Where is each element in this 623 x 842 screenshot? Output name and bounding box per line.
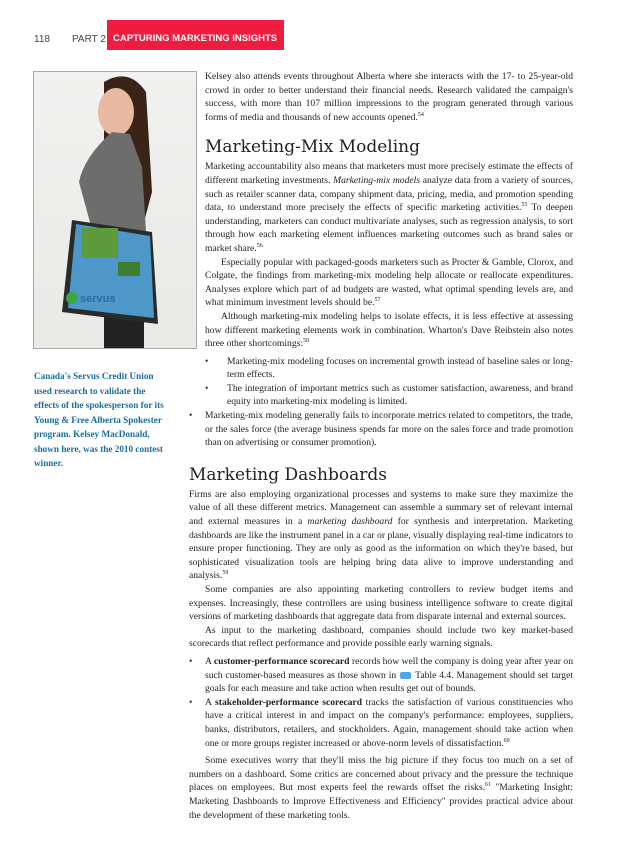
- table-link[interactable]: Table 4.4.: [415, 669, 454, 681]
- intro-paragraph: [189, 70, 573, 124]
- text: A: [205, 696, 216, 708]
- key-term: Marketing-mix models: [333, 174, 421, 186]
- section-title: CAPTURING MARKETING INSIGHTS: [113, 33, 278, 44]
- list-item: [189, 655, 573, 696]
- intro-text: Kelsey also attends events throughout Alberta where she interacts with the 17- to 25-year-old crowd in order to better understand their financial needs. Research validated the campaign's success, with more than 107 million impressions to the program generated through various forms of media and thousands of new accounts opened.: [205, 71, 573, 123]
- footnote-ref: 58: [303, 338, 310, 345]
- text: "Marketing Insight: Marketing Dashboards to Improve Effectiveness and Efficiency" provides practical advice about the development of these marketing tools.: [189, 782, 573, 821]
- text: analyze data from a variety of sources, such as retailer scanner data, company shipment data, pricing, media, and promotion spending data, to understand more precisely the effects of specific marketing activities.: [205, 174, 573, 214]
- text: Some companies are also appointing marketing controllers to review budget items and expenses. Increasingly, these controllers are using business intelligence software to create digital versions of marketing dashboards that aggregate data from disparate internal and external sources.: [189, 584, 573, 623]
- list-item: • Marketing-mix modeling focuses on incremental growth instead of baseline sales or long-term effects.: [189, 355, 573, 382]
- list-item: [189, 696, 573, 750]
- main-text-column: [189, 70, 573, 842]
- section-heading-dashboards: Marketing Dashboards: [189, 464, 387, 485]
- footnote-ref: 57: [374, 297, 381, 304]
- page-number: 118: [34, 34, 50, 45]
- key-term: stakeholder-performance scorecard: [215, 696, 363, 708]
- text: records how well the company is doing year after year on such customer-based measures as those shown in: [205, 655, 573, 681]
- footnote-ref: 61: [484, 782, 491, 789]
- key-term: marketing dashboard: [307, 516, 393, 528]
- text: A: [205, 655, 214, 667]
- footnote-ref: 60: [503, 737, 510, 744]
- text: Management should set target goals for each measure and take action when results get out of bounds.: [205, 669, 573, 695]
- text: Marketing accountability also means that marketers must more precisely estimate the effects of different marketing investments.: [205, 161, 573, 186]
- list-item: • Marketing-mix modeling generally fails to incorporate metrics related to competitors, the trade, or the sales force (the average business spends far more on the sales force and trade promotion than on advertising or consumer promotion).: [189, 409, 573, 450]
- table-link-icon[interactable]: [400, 672, 411, 679]
- photo-caption: Canada's Servus Credit Union used research to validate the effects of the spokesperson for its Young & Free Alberta Spokester program. Kelsey MacDonald, shown here, was the 2010 contest winner.: [34, 371, 164, 468]
- section-heading-mmm: Marketing-Mix Modeling: [205, 137, 420, 158]
- part-label: PART 2: [72, 34, 106, 45]
- text: To deepen understanding, marketers can conduct multivariate analyses, such as regression analysis, to sort through how each marketing element influences marketing outcomes such as brand sales or market share.: [205, 202, 573, 254]
- text: Although marketing-mix modeling helps to isolate effects, it is less effective at assessing how different marketing elements work in combination. Wharton's Dave Reibstein also notes three other shortcomings:: [205, 310, 573, 350]
- text: for synthesis and interpretation. Marketing dashboards are like the instrument panel in a car or plane, visually displaying real-time indicators to ensure proper functioning. They are only as good as the information on which they're based, but sophisticated visualization tools are helping bring data alive to improve understanding and analysis.: [189, 516, 573, 582]
- text: Especially popular with packaged-goods marketers such as Procter & Gamble, Clorox, and Colgate, the findings from marketing-mix modeling help allocate or reallocate expenditures. Analyses explore which part of ad budgets are wasted, what optimal spending levels are, and what minimum investment levels should be.: [205, 256, 573, 309]
- text: Firms are also employing organizational processes and systems to make sure they maximize the value of all these different metrics. Management can assemble a summary set of relevant internal and external measures in a: [189, 488, 573, 528]
- text: As input to the marketing dashboard, companies should include two key market-based scorecards that reflect performance and provide possible early warning signals.: [189, 624, 573, 650]
- footnote-ref: 54: [417, 111, 424, 118]
- text: tracks the satisfaction of various constituencies who have a critical interest in and impact on the company's performance: employees, suppliers, banks, distributors, retailers, and stockholders. Again, management should take action when one or more groups register increased or above-norm levels of dissatisfaction.: [205, 696, 573, 749]
- list-item: • The integration of important metrics such as customer satisfaction, awareness, and brand equity into marketing-mix modeling is limited.: [189, 382, 573, 409]
- key-term: customer-performance scorecard: [213, 655, 350, 667]
- section-banner: [107, 20, 284, 50]
- footnote-ref: 55: [521, 202, 528, 209]
- bag-logo: servus: [80, 293, 116, 305]
- text: Some executives worry that they'll miss the big picture if they focus too much on a set of numbers on a dashboard. Some critics are concerned about privacy and the pressure the technique places on employees. But most experts feel the rewards offset the risks.: [189, 755, 573, 794]
- running-header: [0, 22, 623, 52]
- spokesperson-photo: [33, 71, 197, 349]
- footnote-ref: 59: [222, 570, 229, 577]
- footnote-ref: 56: [256, 242, 263, 249]
